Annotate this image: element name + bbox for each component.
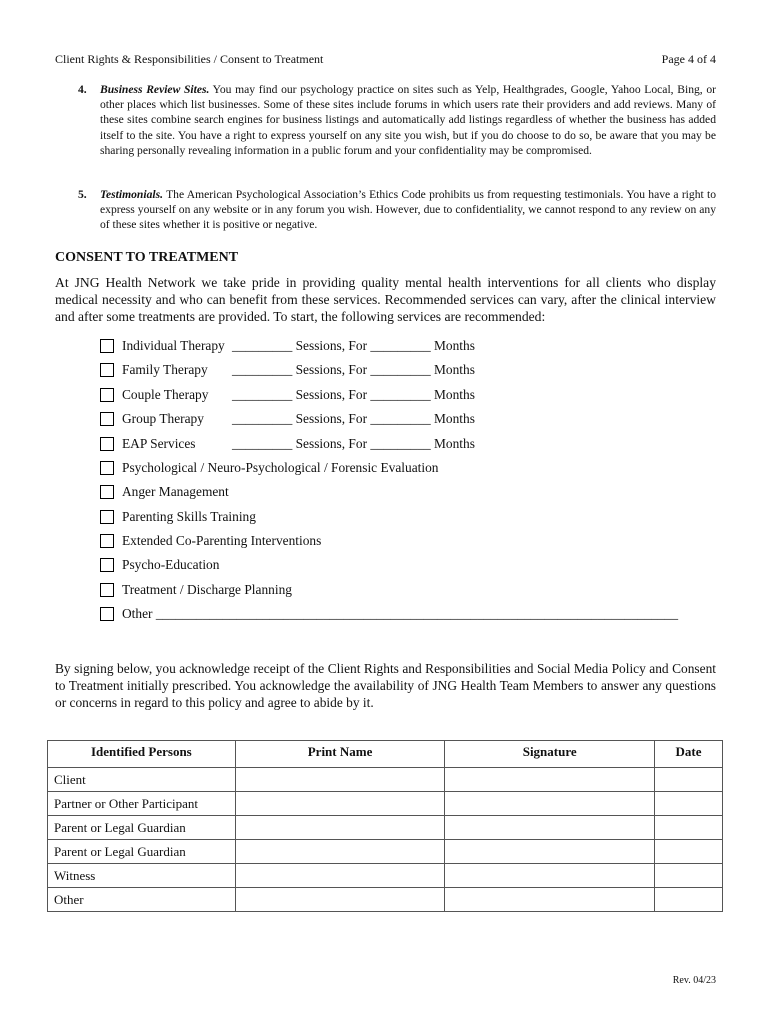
service-label: EAP Services [122,436,196,451]
date-cell[interactable] [655,888,723,912]
item-lead: Business Review Sites. [100,83,210,96]
signature-table-header [48,741,723,768]
signature-row [48,816,723,840]
consent-intro: At JNG Health Network we take pride in providing quality mental health interventions for all clients who display medical necessity and who can benefit from these services. Recommended services can vary, after the clinical interview and after some treatments are provided. To start, the following services are recommended: [55,275,716,324]
item-text: You may find our psychology practice on sites such as Yelp, Healthgrades, Google, Yahoo Local, Bing, or other places which list businesses. Some of these sites include forums in which users rate their providers and add reviews. Many of these sites combine search engines for business listings and automatically add listings regardless of whether the business has added itself to the site. You have a right to express yourself on any site you wish, but if you do choose to do so, be aware that you may be sharing personally revealing information in a public forum and your confidentiality may be compromised. [100,83,716,157]
print-name-cell[interactable] [235,888,445,912]
item-text: The American Psychological Association’s Ethics Code prohibits us from requesting testimonials. You have a right to express yourself on any website or in any forum you wish. However, due to confidentiality, we cannot respond to any review on any of these sites whether it is positive or negative. [100,188,716,232]
service-checkbox[interactable] [100,461,114,475]
service-checkbox[interactable] [100,437,114,451]
header-identified-persons: Identified Persons [48,741,236,768]
signature-cell[interactable] [445,864,655,888]
signature-row [48,840,723,864]
signature-cell[interactable] [445,792,655,816]
identified-person-cell: Parent or Legal Guardian [48,816,236,840]
business-review-sites-item [55,82,716,158]
page-header [55,52,716,68]
service-checkbox[interactable] [100,607,114,621]
sessions-months-blank[interactable]: _________ Sessions, For _________ Months [232,436,475,451]
item-body [100,187,716,233]
signature-row [48,864,723,888]
service-checkbox[interactable] [100,485,114,499]
item-lead: Testimonials. [100,188,164,201]
header-title: Client Rights & Responsibilities / Consent to Treatment [55,52,324,66]
item-number: 5. [78,188,87,201]
service-label: Individual Therapy [122,338,225,353]
page-number: Page 4 of 4 [661,52,716,66]
service-label: Psychological / Neuro-Psychological / Forensic Evaluation [122,460,439,475]
service-label: Anger Management [122,484,229,499]
sessions-months-blank[interactable]: _________ Sessions, For _________ Months [232,387,475,402]
print-name-cell[interactable] [235,840,445,864]
service-checkbox[interactable] [100,388,114,402]
header-print-name: Print Name [235,741,445,768]
sessions-months-blank[interactable]: _________ Sessions, For _________ Months [232,362,475,377]
signature-cell[interactable] [445,816,655,840]
item-body [100,82,716,158]
date-cell[interactable] [655,792,723,816]
signature-cell[interactable] [445,888,655,912]
date-cell[interactable] [655,768,723,792]
service-checkbox[interactable] [100,558,114,572]
date-cell[interactable] [655,840,723,864]
service-checkbox[interactable] [100,363,114,377]
service-label: Other ______________________________________________________________________________ [122,606,679,621]
date-cell[interactable] [655,816,723,840]
print-name-cell[interactable] [235,768,445,792]
signature-table [47,740,723,912]
service-checkbox[interactable] [100,583,114,597]
identified-person-cell: Other [48,888,236,912]
service-checkbox[interactable] [100,534,114,548]
identified-person-cell: Parent or Legal Guardian [48,840,236,864]
service-label: Family Therapy [122,362,208,377]
print-name-cell[interactable] [235,864,445,888]
service-checkbox[interactable] [100,412,114,426]
service-label: Couple Therapy [122,387,209,402]
item-number: 4. [78,83,87,96]
print-name-cell[interactable] [235,816,445,840]
service-label: Treatment / Discharge Planning [122,582,292,597]
signature-row [48,768,723,792]
identified-person-cell: Partner or Other Participant [48,792,236,816]
print-name-cell[interactable] [235,792,445,816]
sessions-months-blank[interactable]: _________ Sessions, For _________ Months [232,411,475,426]
revision-footer: Rev. 04/23 [672,975,716,986]
consent-section-title: CONSENT TO TREATMENT [55,250,239,265]
signature-cell[interactable] [445,840,655,864]
signature-row [48,888,723,912]
service-label: Group Therapy [122,411,204,426]
service-checkbox[interactable] [100,510,114,524]
service-label: Parenting Skills Training [122,509,256,524]
signature-row [48,792,723,816]
signature-cell[interactable] [445,768,655,792]
acknowledgement-text: By signing below, you acknowledge receipt of the Client Rights and Responsibilities and Social Media Policy and Consent to Treatment initially prescribed. You acknowledge the availability of JNG Health Team Members to answer any questions or concerns in regard to this policy and agree to abide by it. [55,661,716,710]
identified-person-cell: Witness [48,864,236,888]
service-label: Extended Co-Parenting Interventions [122,533,322,548]
service-checkbox[interactable] [100,339,114,353]
header-date: Date [655,741,723,768]
sessions-months-blank[interactable]: _________ Sessions, For _________ Months [232,338,475,353]
service-label: Psycho-Education [122,557,220,572]
header-signature: Signature [445,741,655,768]
testimonials-item [55,187,716,233]
identified-person-cell: Client [48,768,236,792]
date-cell[interactable] [655,864,723,888]
